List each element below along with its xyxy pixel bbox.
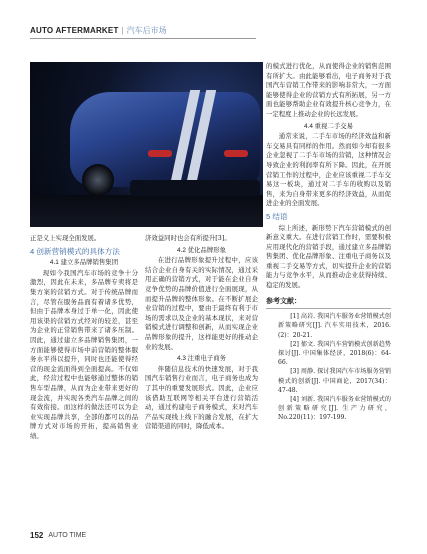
header-chinese-title: 汽车后市场 — [126, 25, 167, 35]
reference-item: [3] 周静. 探讨我国汽车市场服务营销模式的创新[J]. 中国商论，2017(34)：47-48. — [278, 368, 391, 394]
page-footer — [30, 528, 150, 542]
references-rule — [266, 308, 391, 309]
header-separator: | — [121, 25, 124, 35]
body-paragraph: 通常来说，二手车市场的经济效益和新车交易具有同样的作用。然而如今却有很多企业忽视了二手车市场的营销，这种情况会导致企业的利润率有所下降。因此，在开展营销工作的过程中，企业应该重视二手车交易这一板块，通过对二手车的收购以及销售，来为自身带来更多的经济效益，从而促进企业的全面发展。 — [266, 132, 391, 208]
column-left — [30, 234, 138, 441]
reference-item: [2] 郁文. 我国汽车营销模式创新趋势探讨[J]. 中国集体经济，2018(6)：64-66. — [278, 340, 391, 367]
subsection-heading-4-1: 4.1 建立多品牌销售集团 — [49, 259, 119, 267]
body-paragraph: 综上所述，新形势下汽车营销模式的创新意义重大。在进行营销工作时，需要积极应用现代化的营销手段，通过建立多品牌销售集团、优化品牌形象、注重电子商务以及重视二手交易等方式，切实提升企业的营销能力与竞争水平，从而推动企业获得持续、稳定的发展。 — [266, 223, 391, 290]
column-middle — [145, 234, 258, 432]
references-title: 参考文献： — [266, 297, 301, 305]
body-paragraph: 伴随信息技术的快速发展，对于我国汽车销售行业而言，电子商务也成为了其中的重要发展形式。因此，企业应该借助互联网等相关平台进行营销活动，通过构建电子商务模式，来对汽车产品实现线上线下的融合发展，在扩大营销渠道的同时，降低成本。 — [145, 364, 258, 431]
section-heading-4: 4 创新营销模式的具体方法 — [30, 246, 120, 256]
magazine-name: AUTO TIME — [48, 531, 87, 539]
header-rule — [30, 38, 256, 39]
taillight — [148, 150, 172, 157]
lead-line: 正是义上实现全面发展。 — [30, 234, 101, 242]
subsection-heading-4-3: 4.3 注重电子商务 — [176, 355, 226, 363]
reference-item: [1] 高岩. 我国汽车服务业营销模式创新策略研究[J]. 汽车实用技术，2016.(2)：20-21. — [278, 313, 391, 339]
body-paragraph: 的模式进行优化，从而使得企业的销售范围有所扩大。由此能够看出，电子商务对于我国汽车营销工作带来的影响非常大，一方面能够使得企业的营销方式有所拓展，另一方面也能够帮助企业有效提升核心竞争力，在一定程度上推动企业的长远发展。 — [266, 62, 391, 118]
page-number: 152 — [30, 530, 44, 540]
section-heading-5: 5 结语 — [266, 211, 288, 221]
photo-ground — [30, 195, 263, 227]
taillight — [224, 150, 248, 157]
car-rear-photo — [30, 62, 263, 227]
reference-item: [4] 刘新. 我国汽车服务业营销模式的创新策略研究[J]. 生产力研究，No.220(11)：197-199. — [278, 396, 391, 422]
wheel — [82, 164, 114, 196]
header-english-title: AUTO AFTERMARKET — [30, 25, 119, 35]
body-paragraph: 在进行品牌形象提升过程中，应该结合企业自身有关的实际情况，通过采用正确的营销方式，对于能在企业自身竞争优势的品牌价值进行全面展现，从而提升品牌的整体形象。在不断扩展企业营销的过程中，要由于最终有利于市场的需求以及企业的基本现状，来对营销模式进行调整和创新，从而实现企业品牌形象的提升，这样能更好的推动企业的发展。 — [145, 256, 258, 351]
body-paragraph: 现如今我国汽车市场的竞争十分激烈，因此在未来，多品牌专卖将是集方案的营销方式。对于传统品牌而言，尽管在服务品面有着诸多优势，但由于品牌本身过于单一化，因此使用该渠的营销方式经对的较差，甚至为企业的正常销售带来了诸多压制。因此，通过建立多品牌销售集团，一方面能够使得市场中前营销的整体服务水平得以提升，同时也还能使得经营的现金流面得到全面提高。不仅如此，经营过程中也能够通过整体的销售车型品牌，从而为企业带来更好的现金流，并实现各类汽车品牌之间的有效衔接。而这样的做法还可以为企业实现品牌共享，全部的都可以的品牌方式对市场的开拓，提高销售业绩。 — [30, 268, 138, 440]
rear-bumper — [130, 180, 260, 196]
subsection-heading-4-2: 4.2 优化品牌形象 — [176, 246, 226, 254]
column-right — [266, 62, 391, 423]
subsection-heading-4-4: 4.4 重视二手交易 — [303, 122, 353, 130]
running-header — [30, 22, 270, 38]
body-paragraph: 济效益同时也会有所提升[3]。 — [145, 234, 231, 242]
